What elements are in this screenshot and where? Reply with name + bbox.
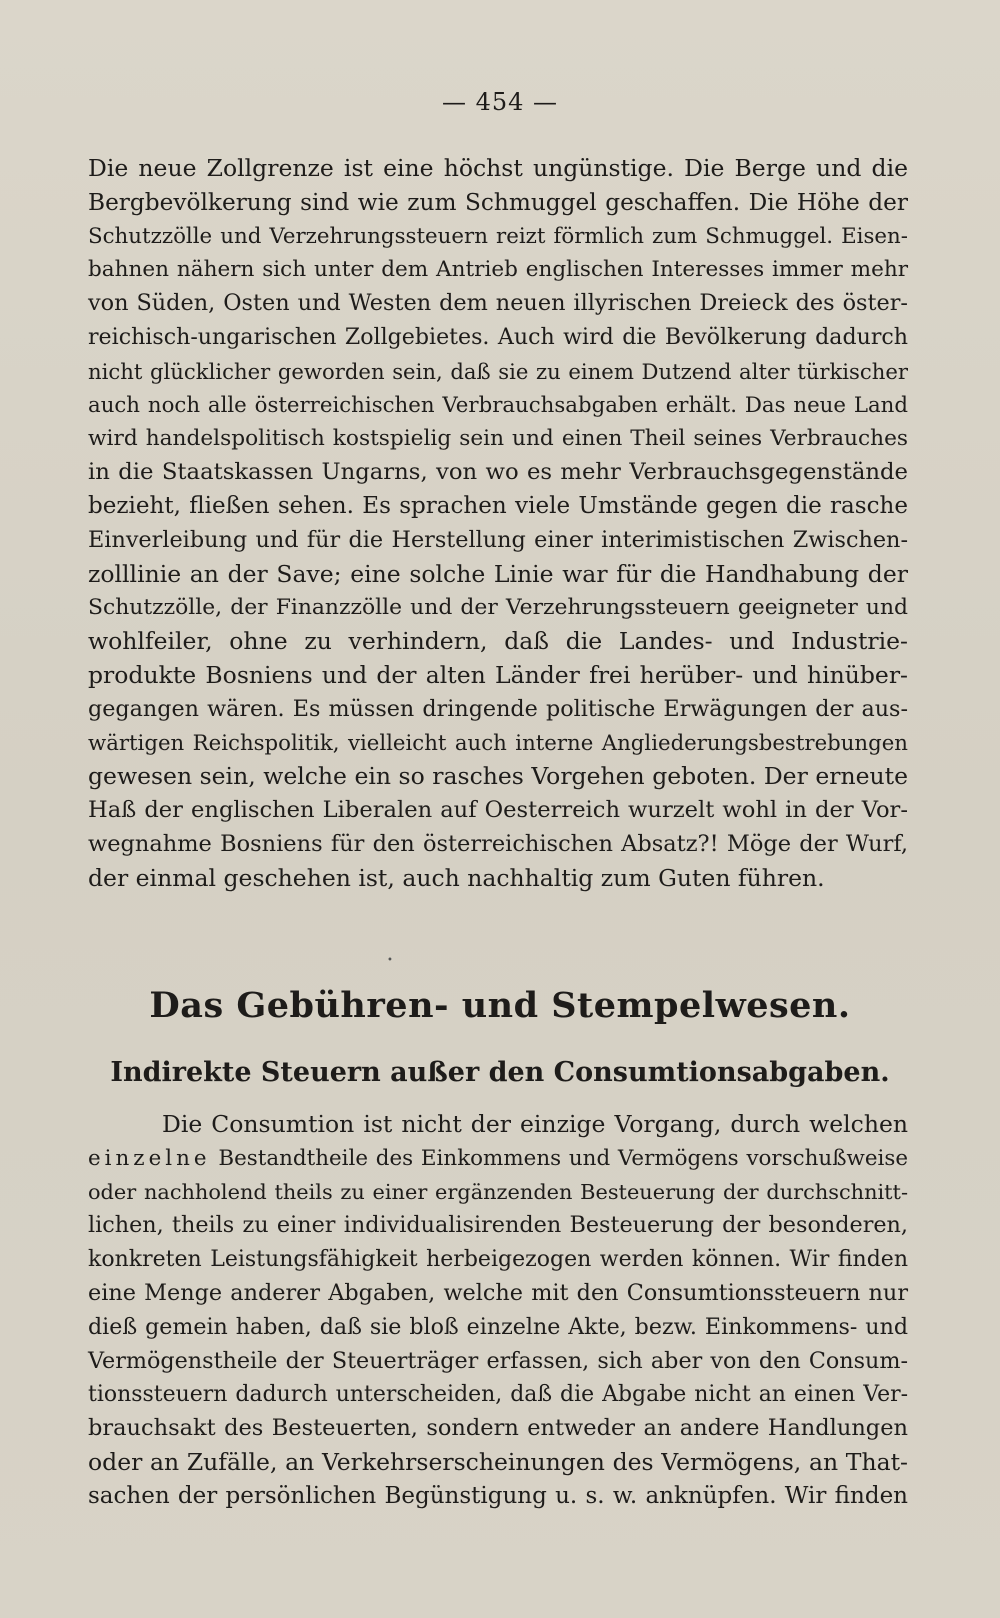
text-line: von Süden, Osten und Westen dem neuen illyrischen Dreieck des öster- bbox=[88, 290, 908, 317]
page-number: — 454 — bbox=[441, 88, 559, 116]
text-line: nicht glücklicher geworden sein, daß sie zu einem Dutzend alter türkischer bbox=[88, 358, 908, 384]
text-line: Vermögenstheile der Steuerträger erfassen, sich aber von den Consum- bbox=[88, 1347, 908, 1374]
text-line: Einverleibung und für die Herstellung einer interimistischen Zwischen- bbox=[88, 526, 908, 553]
text-line: der einmal geschehen ist, auch nachhaltig zum Guten führen. bbox=[88, 863, 825, 892]
section-title: Das Gebühren- und Stempelwesen. bbox=[149, 985, 851, 1026]
text-line: auch noch alle österreichischen Verbrauchsabgaben erhält. Das neue Land bbox=[88, 392, 908, 418]
paragraph-customs bbox=[88, 152, 908, 896]
text-line: Die Consumtion ist nicht der einzige Vorgang, durch welchen bbox=[162, 1110, 908, 1138]
section-subtitle: Indirekte Steuern außer den Consumtionsabgaben. bbox=[110, 1057, 890, 1088]
text-line: bahnen nähern sich unter dem Antrieb englischen Interesses immer mehr bbox=[88, 257, 908, 283]
text-line: tionssteuern dadurch unterscheiden, daß die Abgabe nicht an einen Ver- bbox=[88, 1382, 908, 1408]
text-line: oder an Zufälle, an Verkehrserscheinungen des Vermögens, an That- bbox=[88, 1447, 908, 1476]
text-line: produkte Bosniens und der alten Länder frei herüber- und hinüber- bbox=[88, 660, 908, 689]
text-line: dieß gemein haben, daß sie bloß einzelne Akte, bezw. Einkommens- und bbox=[88, 1313, 908, 1340]
text-line: Schutzzölle, der Finanzzölle und der Verzehrungssteuern geeigneter und bbox=[88, 595, 908, 621]
text-line: zolllinie an der Save; eine solche Linie war für die Handhabung der bbox=[88, 559, 908, 588]
text-line: Die neue Zollgrenze ist eine höchst ungünstige. Die Berge und die bbox=[88, 154, 908, 182]
text-line: gegangen wären. Es müssen dringende politische Erwägungen der aus- bbox=[88, 695, 908, 722]
text-line: Haß der englischen Liberalen auf Oesterreich wurzelt wohl in der Vor- bbox=[88, 797, 908, 824]
text-line: konkreten Leistungsfähigkeit herbeigezogen werden können. Wir finden bbox=[88, 1247, 908, 1273]
text-line: lichen, theils zu einer individualisirenden Besteuerung der besonderen, bbox=[88, 1212, 908, 1239]
text-line: wohlfeiler, ohne zu verhindern, daß die Landes- und Industrie- bbox=[88, 627, 908, 656]
text-line: gewesen sein, welche ein so rasches Vorgehen geboten. Der erneute bbox=[88, 762, 908, 791]
emphasized-word: einzelne bbox=[88, 1145, 211, 1171]
text-line: wärtigen Reichspolitik, vielleicht auch interne Angliederungsbestrebungen bbox=[88, 730, 908, 756]
text-line: oder nachholend theils zu einer ergänzenden Besteuerung der durchschnitt- bbox=[88, 1179, 908, 1204]
text-line: eine Menge anderer Abgaben, welche mit den Consumtionssteuern nur bbox=[88, 1279, 908, 1306]
paragraph-indirect-taxes bbox=[88, 1108, 908, 1514]
text-line: in die Staatskassen Ungarns, von wo es mehr Verbrauchsgegenstände bbox=[88, 459, 908, 486]
text-line: brauchsakt des Besteuerten, sondern entweder an andere Handlungen bbox=[88, 1415, 908, 1442]
text-line: sachen der persönlichen Begünstigung u. s. w. anknüpfen. Wir finden bbox=[88, 1482, 908, 1509]
text-line: bezieht, fließen sehen. Es sprachen viele Umstände gegen die rasche bbox=[88, 492, 908, 519]
separator-dot: • bbox=[387, 955, 393, 966]
text-fragment: Bestandtheile des Einkommens und Vermögens vorschußweise bbox=[210, 1145, 908, 1171]
text-line bbox=[88, 1142, 908, 1176]
text-line: wegnahme Bosniens für den österreichischen Absatz?! Möge der Wurf, bbox=[88, 830, 908, 857]
text-line: Schutzzölle und Verzehrungssteuern reizt förmlich zum Schmuggel. Eisen- bbox=[88, 223, 908, 249]
text-line: wird handelspolitisch kostspielig sein und einen Theil seines Verbrauches bbox=[88, 426, 908, 452]
text-line: Bergbevölkerung sind wie zum Schmuggel geschaffen. Die Höhe der bbox=[88, 188, 908, 216]
text-line: reichisch-ungarischen Zollgebietes. Auch wird die Bevölkerung dadurch bbox=[88, 323, 908, 350]
